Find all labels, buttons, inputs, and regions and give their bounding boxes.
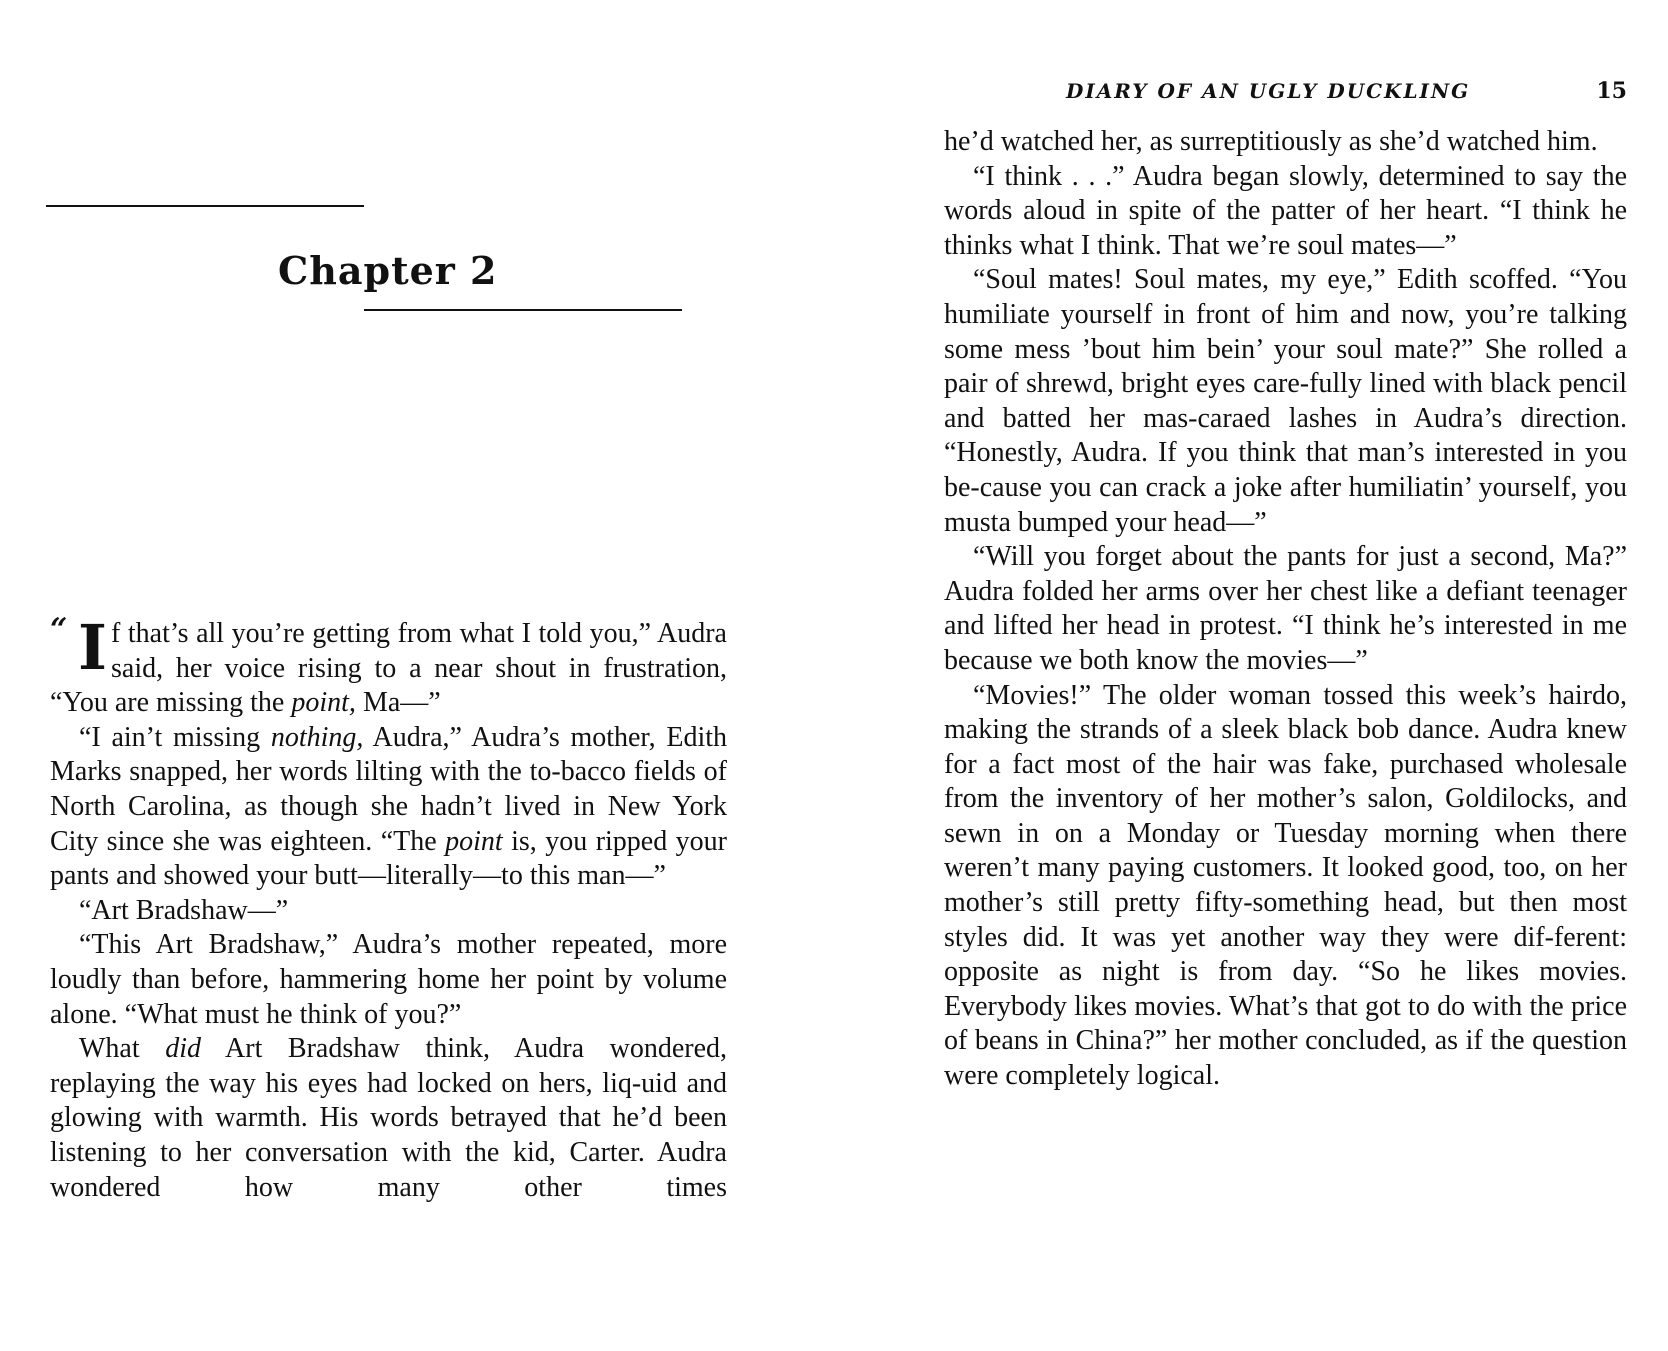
drop-cap-letter: I <box>78 611 108 684</box>
paragraph: “ I f that’s all you’re getting from what I told you,” Audra said, her voice rising to a near shout in frustration, “You are missing the point, Ma—” <box>50 611 727 719</box>
paragraph: What did Art Bradshaw think, Audra wondered, replaying the way his eyes had locked on hers, liq-uid and glowing with warmth. His words betrayed that he’d been listening to her conversation with the kid, Carter. Audra wondered how many other times <box>50 1033 728 1203</box>
left-page-body <box>50 611 728 1205</box>
drop-cap <box>50 611 109 684</box>
running-head-title: DIARY OF AN UGLY DUCKLING <box>1066 79 1471 103</box>
paragraph: “Will you forget about the pants for just a second, Ma?” Audra folded her arms over her chest like a defiant teenager and lifted her head in protest. “I think he’s interested in me because we both know the movies—” <box>944 541 1627 676</box>
paragraph: “Movies!” The older woman tossed this week’s hairdo, making the strands of a sleek black bob dance. Audra knew for a fact most of the hair was fake, purchased wholesale from the inventory of her mother’s salon, Goldilocks, and sewn in on a Monday or Tuesday morning when there weren’t many paying customers. It looked good, too, on her mother’s still pretty fifty-something head, but then most styles did. It was yet another way they were dif-ferent: opposite as night is from day. “So he likes movies. Everybody likes movies. What’s that got to do with the price of beans in China?” her mother concluded, as if the question were completely logical. <box>944 679 1627 1092</box>
paragraph: “This Art Bradshaw,” Audra’s mother repeated, more loudly than before, hammering home her point by volume alone. “What must he think of you?” <box>50 929 727 1030</box>
paragraph: he’d watched her, as surreptitiously as she’d watched him. <box>944 126 1598 157</box>
drop-cap-quote: “ <box>50 612 66 647</box>
chapter-rule-top <box>46 205 364 207</box>
right-page-body <box>944 125 1627 1094</box>
paragraph: “I ain’t missing nothing, Audra,” Audra’s mother, Edith Marks snapped, her words lilting with the to-bacco fields of North Carolina, as though she hadn’t lived in New York City since she was eighteen. “The point is, you ripped your pants and showed your butt—literally—to this man—” <box>50 721 728 892</box>
page-number: 15 <box>1596 78 1627 104</box>
running-head <box>1066 78 1627 104</box>
paragraph: “Soul mates! Soul mates, my eye,” Edith scoffed. “You humiliate yourself in front of him and now, you’re talking some mess ’bout him bein’ your soul mate?” She rolled a pair of shrewd, bright eyes care-fully lined with black pencil and batted her mas-caraed lashes in Audra’s direction. “Honestly, Audra. If you think that man’s interested in you be-cause you can crack a joke after humiliatin’ yourself, you musta bumped your head—” <box>944 264 1627 538</box>
paragraph: “Art Bradshaw—” <box>79 894 289 926</box>
chapter-rule-bottom <box>364 309 682 311</box>
chapter-title: Chapter 2 <box>278 248 498 293</box>
right-page <box>834 0 1668 1351</box>
paragraph: “I think . . .” Audra began slowly, determined to say the words aloud in spite of the patter of her heart. “I think he thinks what I think. That we’re soul mates—” <box>944 160 1627 261</box>
